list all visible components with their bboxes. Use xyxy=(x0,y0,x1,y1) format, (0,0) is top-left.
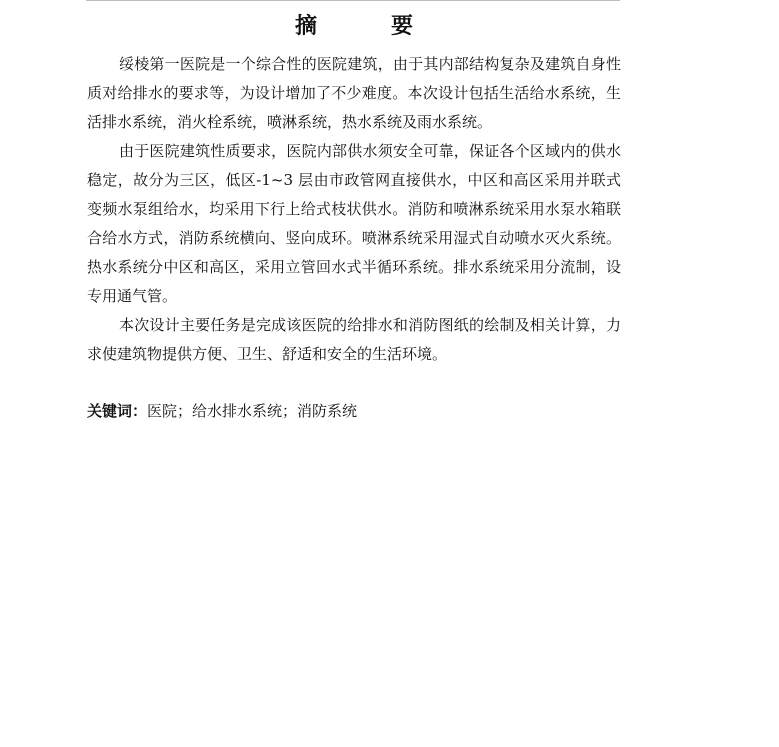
keywords-label: 关键词： xyxy=(87,402,148,420)
abstract-paragraph-1: 绥棱第一医院是一个综合性的医院建筑，由于其内部结构复杂及建筑自身性质对给排水的要求等，为设计增加了不少难度。本次设计包括生活给水系统，生活排水系统，消火栓系统，喷淋系统，热水系统及雨水系统。 xyxy=(87,55,621,131)
document-page xyxy=(87,10,621,426)
abstract-title: 摘 要 xyxy=(294,14,439,39)
keywords-value: 医院；给水排水系统；消防系统 xyxy=(147,402,358,420)
keywords-line xyxy=(87,397,621,426)
abstract-paragraph-2: 由于医院建筑性质要求，医院内部供水须安全可靠，保证各个区域内的供水稳定，故分为三区，低区-1~3 层由市政管网直接供水，中区和高区采用并联式变频水泵组给水，均采用下行上给式枝状供水。消防和喷淋系统采用水泵水箱联合给水方式，消防系统横向、竖向成环。喷淋系统采用湿式自动喷水灭火系统。热水系统分中区和高区，采用立管回水式半循环系统。排水系统采用分流制，设专用通气管。 xyxy=(87,142,621,305)
abstract-paragraph-3: 本次设计主要任务是完成该医院的给排水和消防图纸的绘制及相关计算，力求使建筑物提供方便、卫生、舒适和安全的生活环境。 xyxy=(87,316,621,363)
top-rule xyxy=(86,0,620,1)
